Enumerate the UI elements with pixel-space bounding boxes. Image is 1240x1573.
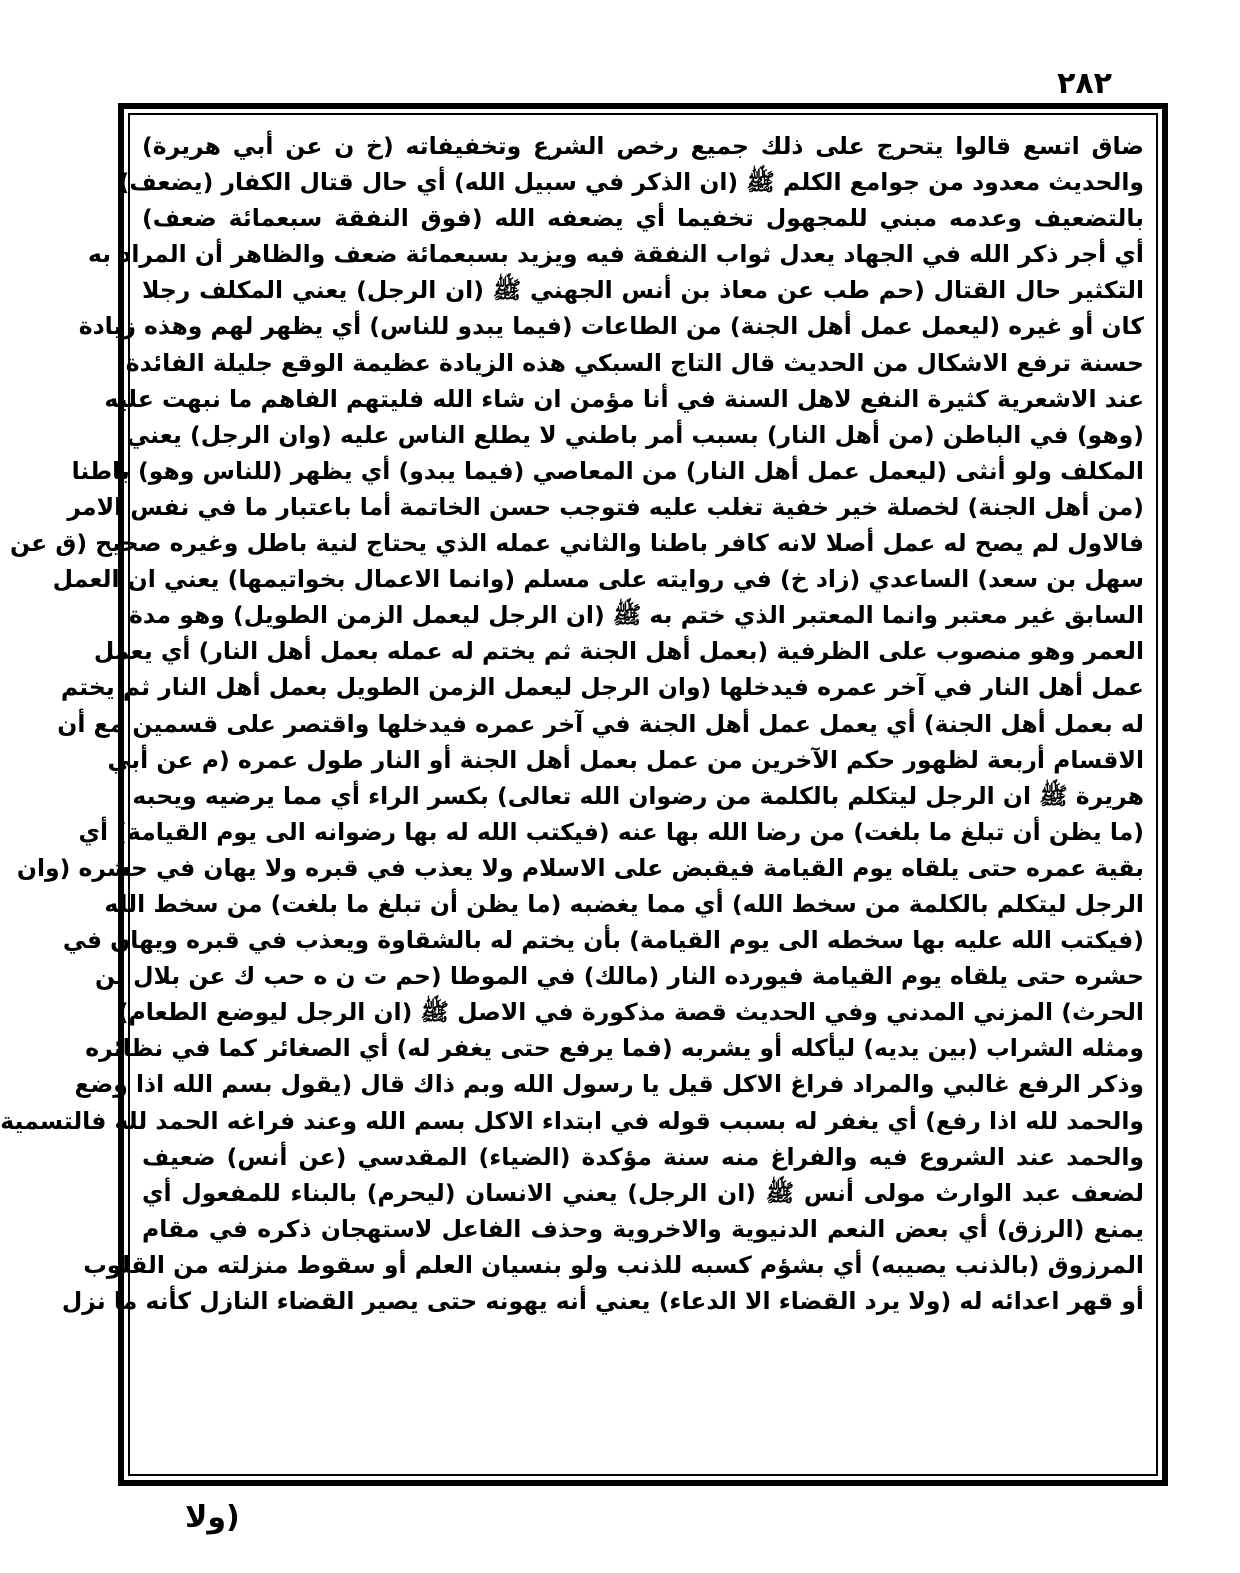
text-line: يمنع (الرزق) أي بعض النعم الدنيوية والاخروية وحذف الفاعل لاستهجان ذكره في مقام — [142, 1214, 1144, 1243]
text-line: كان أو غيره (ليعمل عمل أهل الجنة) من الطاعات (فيما يبدو للناس) أي يظهر لهم وهذه زيادة — [78, 312, 1144, 341]
text-line: فالاول لم يصح له عمل أصلا لانه كافر باطنا والثاني عمله الذي يحتاج لنية باطل وغيره صحيح (ق عن — [9, 529, 1144, 558]
text-line: ضاق اتسع قالوا يتحرج على ذلك جميع رخص الشرع وتخفيفاته (خ ن عن أبي هريرة) — [142, 132, 1144, 160]
text-line: حشره حتى يلقاه يوم القيامة فيورده النار (مالك) في الموطا (حم ت ن ه حب ك عن بلال بن — [94, 962, 1144, 991]
text-line: الاقسام أربعة لظهور حكم الآخرين من عمل بعمل أهل الجنة أو النار طول عمره (م عن أبي — [107, 745, 1144, 774]
text-line: أي أجر ذكر الله في الجهاد يعدل ثواب النفقة فيه ويزيد بسبعمائة ضعف والظاهر أن المراد به — [88, 240, 1144, 269]
text-line: والحديث معدود من جوامع الكلم ﷺ (ان الذكر في سبيل الله) أي حال قتال الكفار (يضعف) — [118, 168, 1144, 197]
text-line: التكثير حال القتال (حم طب عن معاذ بن أنس الجهني ﷺ (ان الرجل) يعني المكلف رجلا — [142, 276, 1144, 305]
catchword: (ولا — [185, 1500, 240, 1535]
text-line: حسنة ترفع الاشكال من الحديث قال التاج السبكي هذه الزيادة عظيمة الوقع جليلة الفائدة — [125, 348, 1144, 377]
text-line: والحمد عند الشروع فيه والفراغ منه سنة مؤكدة (الضياء) المقدسي (عن أنس) ضعيف — [142, 1142, 1144, 1171]
text-line: هريرة ﷺ ان الرجل ليتكلم بالكلمة من رضوان الله تعالى) بكسر الراء أي مما يرضيه ويحبه — [132, 781, 1144, 810]
text-line: (وهو) في الباطن (من أهل النار) بسبب أمر باطني لا يطلع الناس عليه (وان الرجل) يعني — [126, 420, 1144, 449]
text-line: عمل أهل النار في آخر عمره فيدخلها (وان الرجل ليعمل الزمن الطويل بعمل أهل النار ثم يختم — [60, 673, 1144, 702]
text-line: (فيكتب الله عليه بها سخطه الى يوم القيامة) بأن يختم له بالشقاوة ويعذب في قبره ويهان في — [62, 926, 1144, 955]
text-line: عند الاشعرية كثيرة النفع لاهل السنة في أنا مؤمن ان شاء الله فليتهم الفاهم ما نبهت عليه — [104, 384, 1144, 413]
text-line: له بعمل أهل الجنة) أي يعمل عمل أهل الجنة في آخر عمره فيدخلها واقتصر على قسمين مع أن — [57, 709, 1144, 738]
text-line: (من أهل الجنة) لخصلة خير خفية تغلب عليه فتوجب حسن الخاتمة أما باعتبار ما في نفس الامر — [67, 492, 1144, 521]
text-line: أو قهر اعدائه له (ولا يرد القضاء الا الدعاء) يعني أنه يهونه حتى يصير القضاء النازل كأنه ما نزل — [61, 1287, 1144, 1315]
text-line: بقية عمره حتى يلقاه يوم القيامة فيقبض على الاسلام ولا يعذب في قبره ولا يهان في حشره (وان — [16, 853, 1144, 882]
text-line: الحرث) المزني المدني وفي الحديث قصة مذكورة في الاصل ﷺ (ان الرجل ليوضع الطعام) — [117, 998, 1144, 1027]
text-line: المكلف ولو أنثى (ليعمل عمل أهل النار) من المعاصي (فيما يبدو) أي يظهر (للناس وهو) باطنا — [71, 456, 1144, 485]
text-line: ومثله الشراب (بين يديه) ليأكله أو يشربه (فما يرفع حتى يغفر له) أي الصغائر كما في نظائره — [85, 1034, 1144, 1063]
text-body — [0, 128, 1144, 1464]
text-line: بالتضعيف وعدمه مبني للمجهول تخفيما أي يضعفه الله (فوق النفقة سبعمائة ضعف) — [142, 204, 1144, 233]
text-line: السابق غير معتبر وانما المعتبر الذي ختم به ﷺ (ان الرجل ليعمل الزمن الطويل) وهو مدة — [129, 601, 1144, 630]
page-number: ٢٨٢ — [1057, 66, 1112, 101]
text-line: الرجل ليتكلم بالكلمة من سخط الله) أي مما يغضبه (ما يظن أن تبلغ ما بلغت) من سخط الله — [104, 889, 1144, 918]
text-line: العمر وهو منصوب على الظرفية (بعمل أهل الجنة ثم يختم له عمله بعمل أهل النار) أي يعمل — [93, 637, 1144, 666]
text-line: لضعف عبد الوارث مولى أنس ﷺ (ان الرجل) يعني الانسان (ليحرم) بالبناء للمفعول أي — [142, 1178, 1144, 1207]
text-line: (ما يظن أن تبلغ ما بلغت) من رضا الله بها عنه (فيكتب الله له بها رضوانه الى يوم القيامة) أي — [78, 817, 1144, 846]
text-line: والحمد لله اذا رفع) أي يغفر له بسبب قوله في ابتداء الاكل بسم الله وعند فراغه الحمد لله فالتسمية — [0, 1106, 1144, 1135]
text-line: وذكر الرفع غالبي والمراد فراغ الاكل قيل يا رسول الله وبم ذاك قال (يقول بسم الله اذا وضع — [74, 1070, 1144, 1099]
text-line: المرزوق (بالذنب يصيبه) أي بشؤم كسبه للذنب ولو بنسيان العلم أو سقوط منزلته من القلوب — [83, 1250, 1144, 1279]
text-line: سهل بن سعد) الساعدي (زاد خ) في روايته على مسلم (وانما الاعمال بخواتيمها) يعني ان العمل — [52, 565, 1144, 594]
